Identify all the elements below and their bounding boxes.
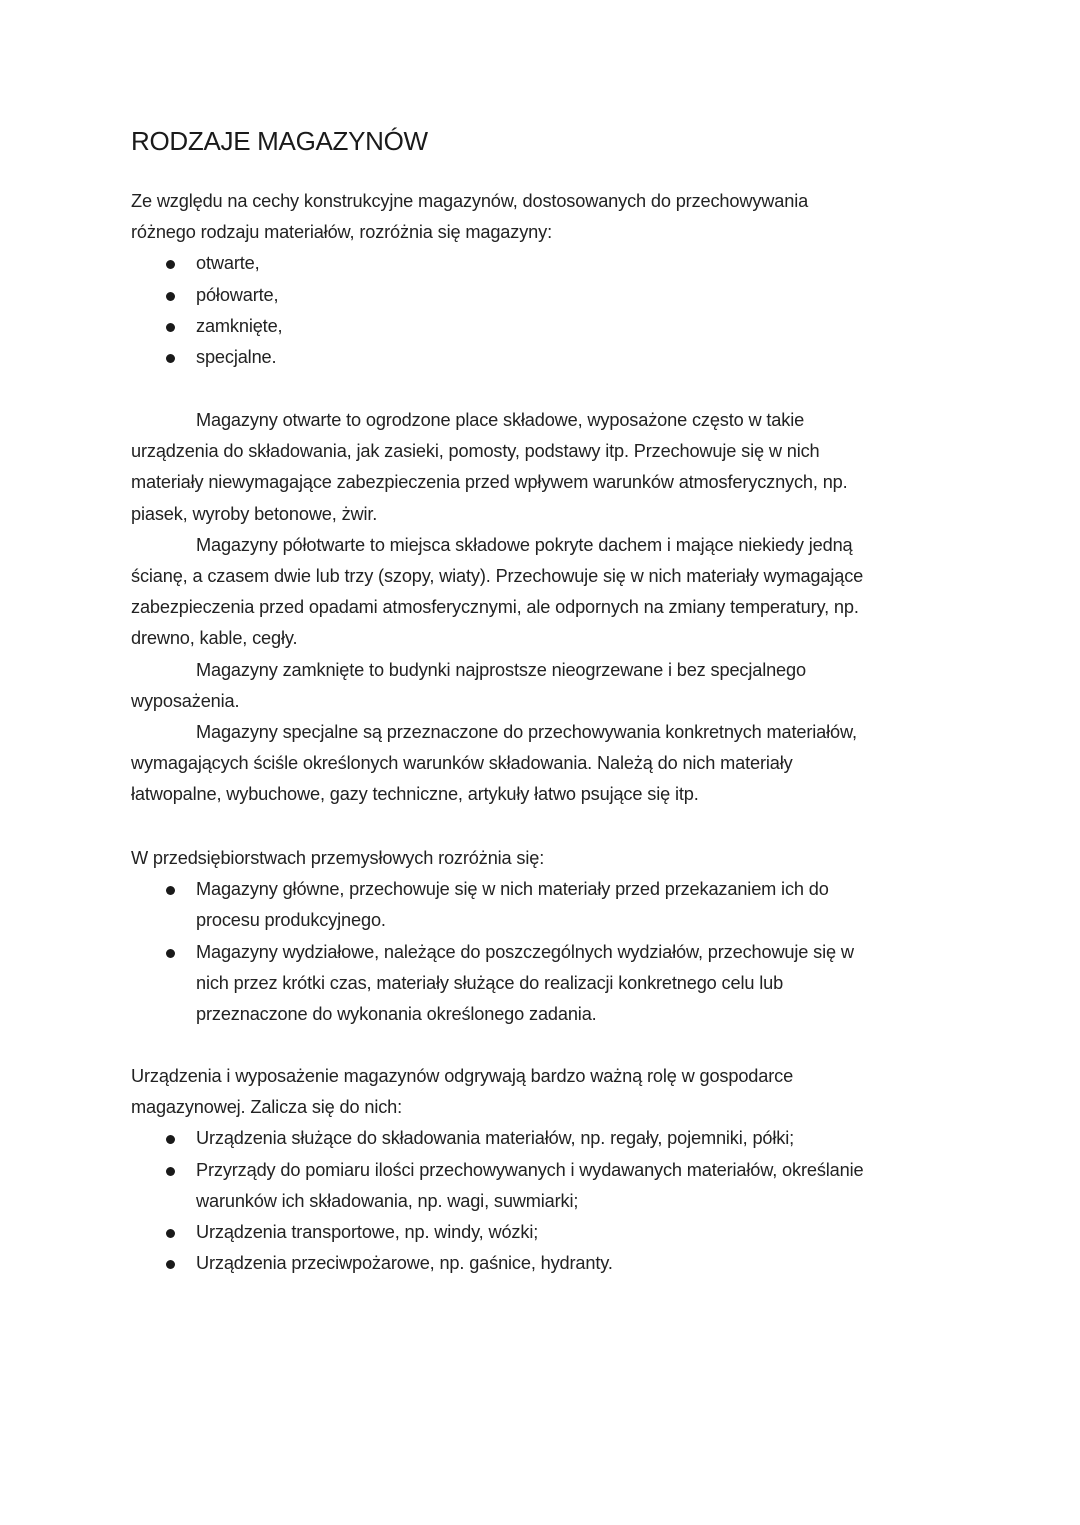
bullet-icon	[166, 323, 175, 332]
bullet-icon	[166, 886, 175, 895]
list-item: Magazyny wydziałowe, należące do poszczególnych wydziałów, przechowuje się w nich przez krótki czas, materiały służące do realizacji konkretnego celu lub przeznaczone do wykonania określonego zadania.	[131, 937, 951, 1031]
warehouse-types-list	[131, 248, 951, 373]
equipment-section	[131, 1061, 951, 1279]
bullet-icon	[166, 1135, 175, 1144]
bullet-icon	[166, 260, 175, 269]
intro-paragraph	[131, 186, 951, 248]
description-special: Magazyny specjalne są przeznaczone do przechowywania konkretnych materiałów, wymagających ściśle określonych warunków składowania. Należą do nich materiały łatwopalne, wybuchowe, gazy techniczne, artykuły łatwo psujące się itp.	[131, 722, 857, 805]
descriptions-section	[131, 405, 951, 811]
enterprise-intro: W przedsiębiorstwach przemysłowych rozróżnia się:	[131, 848, 545, 868]
bullet-icon	[166, 354, 175, 363]
bullet-icon	[166, 1260, 175, 1269]
text-line: Ze względu na cechy konstrukcyjne magazynów, dostosowanych do przechowywania	[131, 191, 809, 211]
text-line: różnego rodzaju materiałów, rozróżnia się magazyny:	[131, 222, 552, 243]
list-item: otwarte,	[131, 248, 951, 279]
enterprise-list	[131, 874, 951, 1030]
list-item: Magazyny główne, przechowuje się w nich materiały przed przekazaniem ich do procesu produkcyjnego.	[131, 874, 951, 936]
bullet-icon	[166, 292, 175, 301]
list-item: Urządzenia przeciwpożarowe, np. gaśnice, hydranty.	[131, 1248, 951, 1279]
document-title: RODZAJE MAGAZYNÓW	[131, 126, 428, 156]
list-item: specjalne.	[131, 342, 951, 373]
description-open: Magazyny otwarte to ogrodzone place składowe, wyposażone często w takie urządzenia do składowania, jak zasieki, pomosty, podstawy itp. Przechowuje się w nich materiały niewymagające zabezpieczenia przed wpływem warunków atmosferycznych, np. piasek, wyroby betonowe, żwir.	[131, 410, 848, 524]
bullet-icon	[166, 1167, 175, 1176]
bullet-icon	[166, 949, 175, 958]
description-closed: Magazyny zamknięte to budynki najprostsze nieogrzewane i bez specjalnego wyposażenia.	[131, 659, 806, 711]
list-item: Urządzenia służące do składowania materiałów, np. regały, pojemniki, półki;	[131, 1123, 951, 1154]
list-item: półowarte,	[131, 280, 951, 311]
list-item: zamknięte,	[131, 311, 951, 342]
description-half-open: Magazyny półotwarte to miejsca składowe pokryte dachem i mające niekiedy jedną ścianę, a czasem dwie lub trzy (szopy, wiaty). Przechowuje się w nich materiały wymagające zabezpieczenia przed opadami atmosferycznymi, ale odpornych na zmiany temperatury, np. drewno, kable, cegły.	[131, 534, 864, 649]
list-item: Przyrządy do pomiaru ilości przechowywanych i wydawanych materiałów, określanie warunków ich składowania, np. wagi, suwmiarki;	[131, 1155, 951, 1217]
list-item: Urządzenia transportowe, np. windy, wózki;	[131, 1217, 951, 1248]
enterprise-section	[131, 843, 951, 1030]
equipment-intro: Urządzenia i wyposażenie magazynów odgrywają bardzo ważną rolę w gospodarce magazynowej. Zalicza się do nich:	[131, 1066, 794, 1118]
intro-section	[131, 186, 951, 373]
equipment-list	[131, 1123, 951, 1279]
bullet-icon	[166, 1229, 175, 1238]
